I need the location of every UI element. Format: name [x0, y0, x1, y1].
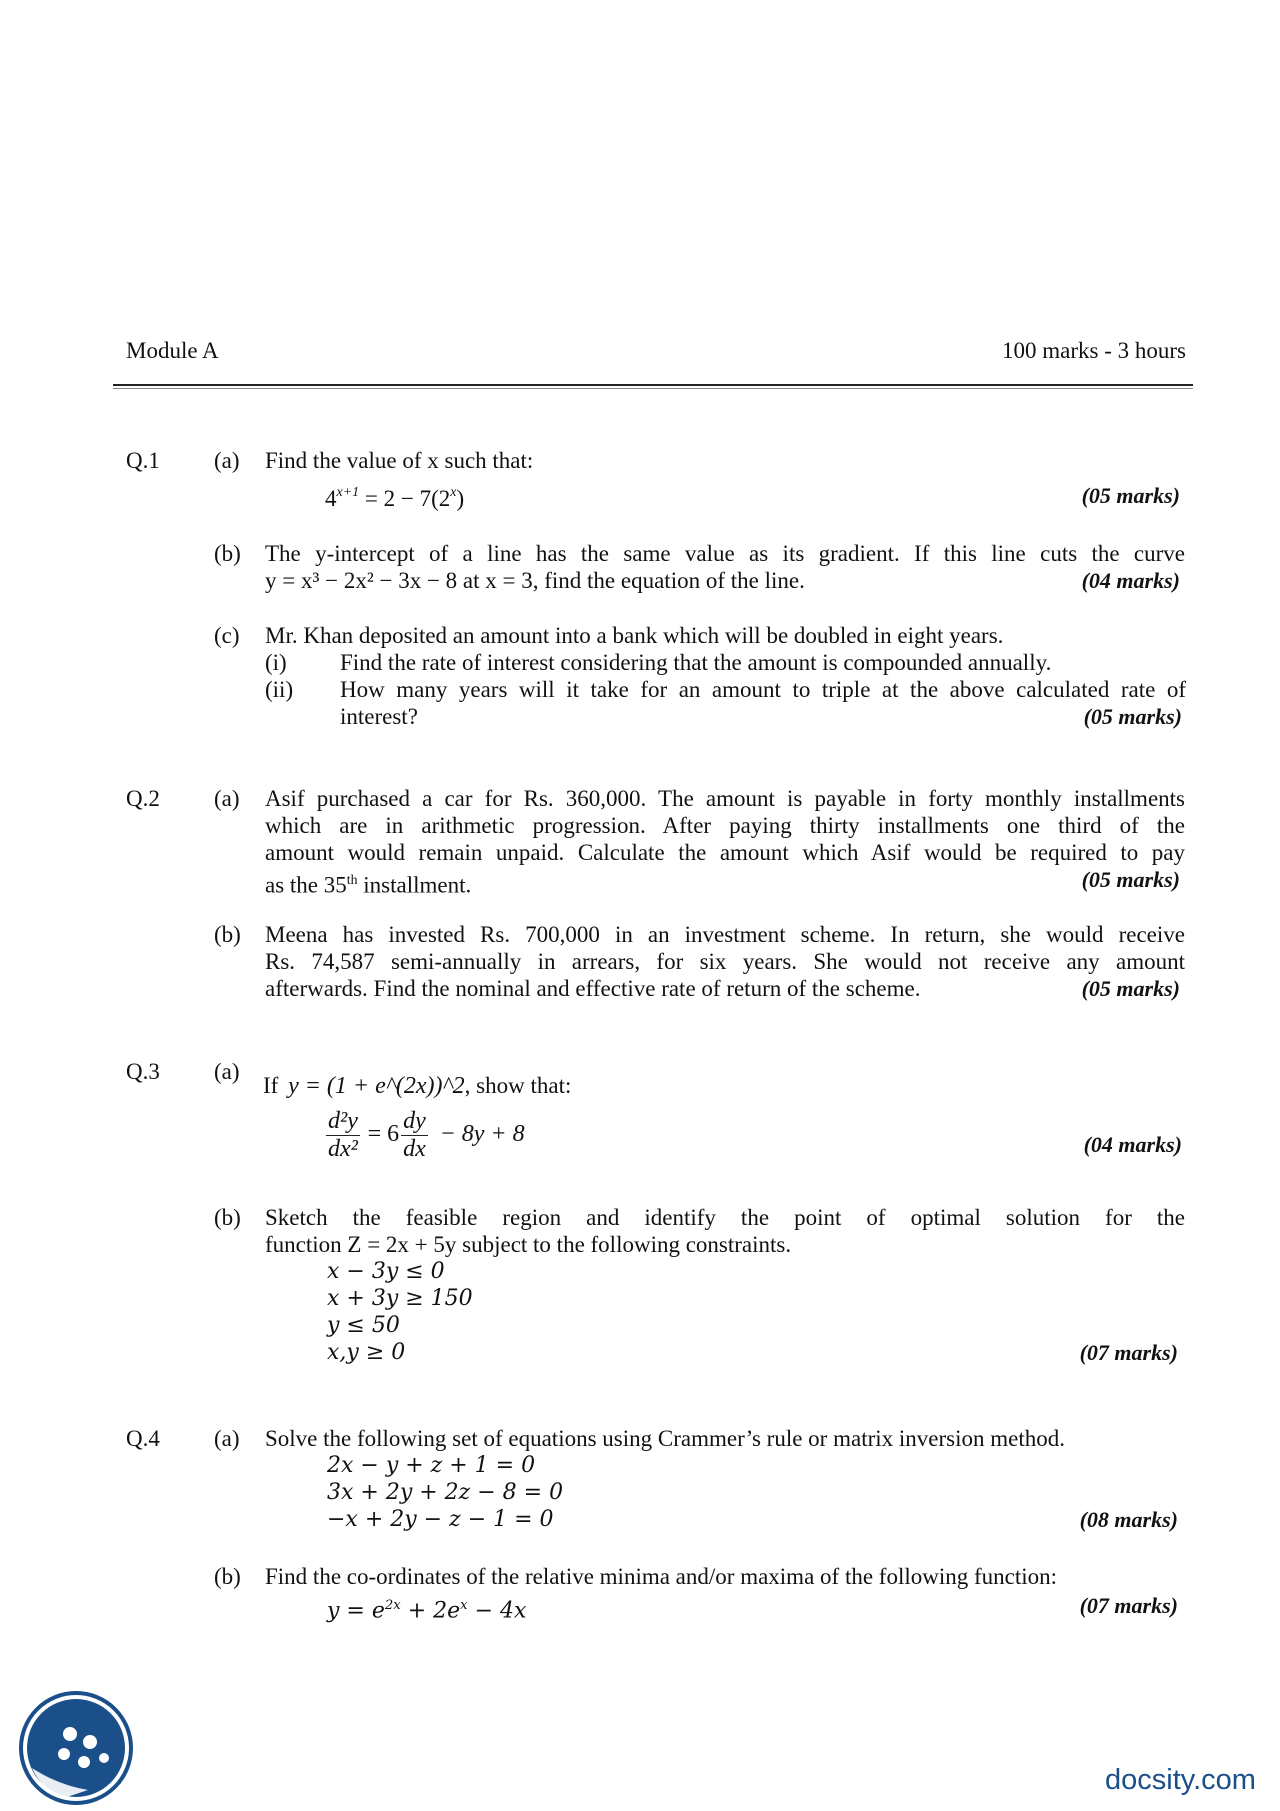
part-label: (a) — [214, 786, 240, 811]
text-span: as the 35 — [265, 872, 347, 898]
eq-tail: − 8y + 8 — [439, 1120, 525, 1147]
docsity-logo-icon — [18, 1690, 134, 1806]
text-span: If — [263, 1073, 279, 1098]
question-number: Q.4 — [126, 1426, 160, 1451]
question-number: Q.2 — [126, 786, 160, 811]
linear-equation: −x + 2y − z − 1 = 0 — [327, 1507, 554, 1532]
marks-duration: 100 marks - 3 hours — [1002, 338, 1186, 363]
part-text — [263, 1072, 571, 1100]
eq-pre: y = e — [327, 1598, 385, 1624]
eq-exponent: 2x — [384, 1598, 401, 1613]
constraint: x + 3y ≥ 150 — [327, 1286, 473, 1311]
numerator: dy — [403, 1108, 426, 1134]
part-text: Asif purchased a car for Rs. 360,000. The amount is payable in forty monthly installments — [265, 786, 1185, 811]
subpart-text: interest? — [340, 704, 418, 729]
subpart-label: (ii) — [265, 677, 294, 702]
marks-label: (05 marks) — [1081, 976, 1180, 1001]
question-number: Q.1 — [126, 448, 160, 473]
header-rule — [113, 384, 1193, 386]
subpart-text: How many years will it take for an amount to triple at the above calculated rate of — [340, 677, 1186, 702]
differential-equation — [326, 1108, 525, 1163]
eq-exponent: x — [450, 485, 457, 500]
marks-label: (05 marks) — [1081, 483, 1180, 508]
numerator: d²y — [328, 1108, 358, 1134]
intro-expression: y = (1 + e^(2x))^2 — [288, 1073, 465, 1099]
module-title: Module A — [126, 338, 219, 363]
fraction — [401, 1108, 428, 1163]
part-text: Rs. 74,587 semi-annually in arrears, for six years. She would not receive any amount — [265, 949, 1185, 974]
part-text: The y-intercept of a line has the same value as its gradient. If this line cuts the curve — [265, 541, 1185, 566]
eq-exponent: x+1 — [336, 485, 360, 500]
marks-label: (07 marks) — [1079, 1593, 1178, 1618]
equation — [325, 479, 464, 512]
part-label: (b) — [214, 1205, 241, 1230]
marks-label: (04 marks) — [1083, 1132, 1182, 1157]
subpart-text: Find the rate of interest considering that the amount is compounded annually. — [340, 650, 1052, 675]
footer-brand[interactable]: docsity.com — [1105, 1764, 1256, 1796]
eq-mid: = 2 − 7(2 — [359, 486, 451, 511]
part-label: (b) — [214, 541, 241, 566]
constraint: x,y ≥ 0 — [327, 1340, 406, 1365]
function-equation — [327, 1592, 526, 1624]
part-label: (c) — [214, 623, 240, 648]
constraint: y ≤ 50 — [327, 1313, 400, 1338]
fraction — [326, 1108, 360, 1163]
part-text: Meena has invested Rs. 700,000 in an investment scheme. In return, she would receive — [265, 922, 1185, 947]
part-text: Solve the following set of equations using Crammer’s rule or matrix inversion method. — [265, 1426, 1065, 1451]
text-span: , show that: — [464, 1073, 572, 1098]
part-text: Find the co-ordinates of the relative minima and/or maxima of the following function: — [265, 1564, 1058, 1589]
part-text: Find the value of x such that: — [265, 448, 534, 473]
marks-label: (04 marks) — [1081, 568, 1180, 593]
part-text: which are in arithmetic progression. After paying thirty installments one third of the — [265, 813, 1185, 838]
eq-mid: = 6 — [367, 1120, 400, 1147]
part-label: (b) — [214, 1564, 241, 1589]
part-text — [265, 866, 471, 899]
part-text: Sketch the feasible region and identify the point of optimal solution for the — [265, 1205, 1185, 1230]
question-number: Q.3 — [126, 1059, 160, 1084]
marks-label: (05 marks) — [1081, 867, 1180, 892]
part-text: y = x³ − 2x² − 3x − 8 at x = 3, find the equation of the line. — [265, 568, 805, 593]
constraint: x − 3y ≤ 0 — [327, 1259, 445, 1284]
part-text: afterwards. Find the nominal and effective rate of return of the scheme. — [265, 976, 921, 1001]
eq-exponent: x — [460, 1598, 468, 1613]
marks-label: (05 marks) — [1083, 704, 1182, 729]
denominator: dx — [403, 1136, 426, 1162]
part-label: (b) — [214, 922, 241, 947]
subpart-label: (i) — [265, 650, 287, 675]
part-label: (a) — [214, 1426, 240, 1451]
ordinal-suffix: th — [346, 872, 358, 887]
part-text: amount would remain unpaid. Calculate the amount which Asif would be required to pay — [265, 840, 1185, 865]
eq-end: − 4x — [467, 1598, 527, 1624]
part-label: (a) — [214, 1059, 240, 1084]
marks-label: (07 marks) — [1079, 1340, 1178, 1365]
part-label: (a) — [214, 448, 240, 473]
part-text: function Z = 2x + 5y subject to the following constraints. — [265, 1232, 792, 1257]
eq-end: ) — [456, 486, 465, 511]
part-text: Mr. Khan deposited an amount into a bank which will be doubled in eight years. — [265, 623, 1004, 648]
linear-equation: 3x + 2y + 2z − 8 = 0 — [327, 1480, 564, 1505]
eq-base: 4 — [325, 486, 337, 511]
header-rule-shadow — [113, 388, 1193, 389]
marks-label: (08 marks) — [1079, 1507, 1178, 1532]
eq-mid: + 2e — [400, 1598, 461, 1624]
text-span: installment. — [357, 872, 472, 898]
linear-equation: 2x − y + z + 1 = 0 — [327, 1453, 536, 1478]
denominator: dx² — [328, 1136, 358, 1162]
